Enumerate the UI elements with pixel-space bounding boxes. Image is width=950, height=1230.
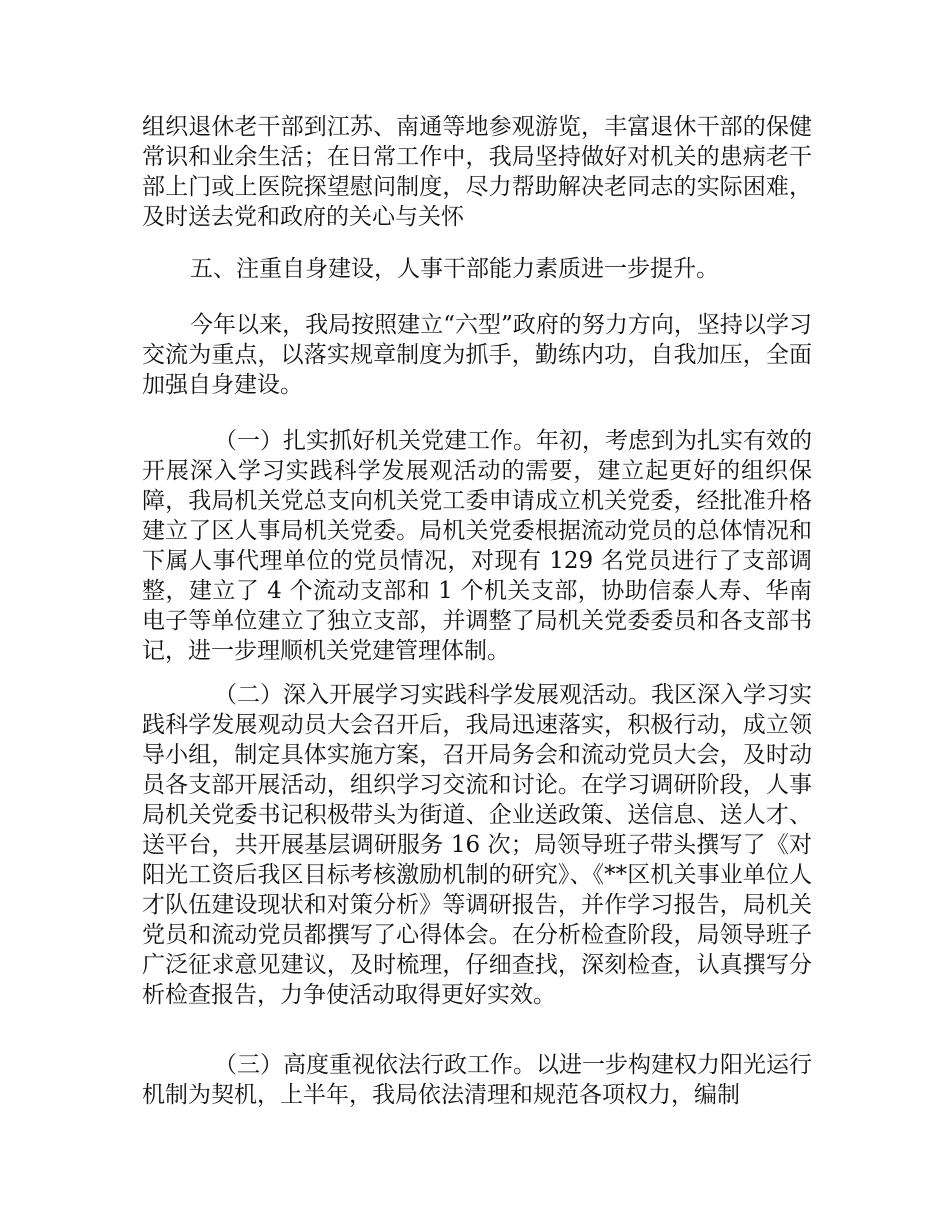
section-heading-five: 五、注重自身建设，人事干部能力素质进一步提升。	[190, 256, 719, 282]
paragraph-study-practice: （二）深入开展学习实践科学发展观活动。我区深入学习实践科学发展观动员大会召开后，我局迅速落实，积极行动，成立领导小组，制定具体实施方案，召开局务会和流动党员大会，及时动员各支部开展活动，组织学习交流和讨论。在学习调研阶段，人事局机关党委书记积极带头为街道、企业送政策、送信息、送人才、送平台，共开展基层调研服务 16 次；局领导班子带头撰写了《对阳光工资后我区目标考核激励机制的研究》、《**区机关事业单位人才队伍建设现状和对策分析》等调研报告，并作学习报告，局机关党员和流动党员都撰写了心得体会。在分析检查阶段，局领导班子广泛征求意见建议，及时梳理，仔细查找，深刻检查，认真撰写分析检查报告，力争使活动取得更好实效。	[142, 682, 812, 1008]
paragraph-retiree-care: 组织退休老干部到江苏、南通等地参观游览，丰富退休干部的保健常识和业余生活；在日常工作中，我局坚持做好对机关的患病老干部上门或上医院探望慰问制度，尽力帮助解决老同志的实际困难，及时送去党和政府的关心与关怀	[142, 114, 812, 230]
paragraph-intro: 今年以来，我局按照建立“六型”政府的努力方向，坚持以学习交流为重点，以落实规章制度为抓手，勤练内功，自我加压，全面加强自身建设。	[142, 312, 812, 398]
paragraph-party-building: （一）扎实抓好机关党建工作。年初，考虑到为扎实有效的开展深入学习实践科学发展观活动的需要，建立起更好的组织保障，我局机关党总支向机关党工委申请成立机关党委，经批准升格建立了区人事局机关党委。局机关党委根据流动党员的总体情况和下属人事代理单位的党员情况，对现有 129 名党员进行了支部调整，建立了 4 个流动支部和 1 个机关支部，协助信泰人寿、华南电子等单位建立了独立支部，并调整了局机关党委委员和各支部书记，进一步理顺机关党建管理体制。	[142, 428, 812, 664]
paragraph-law-administration: （三）高度重视依法行政工作。以进一步构建权力阳光运行机制为契机，上半年，我局依法清理和规范各项权力，编制	[142, 1052, 812, 1108]
